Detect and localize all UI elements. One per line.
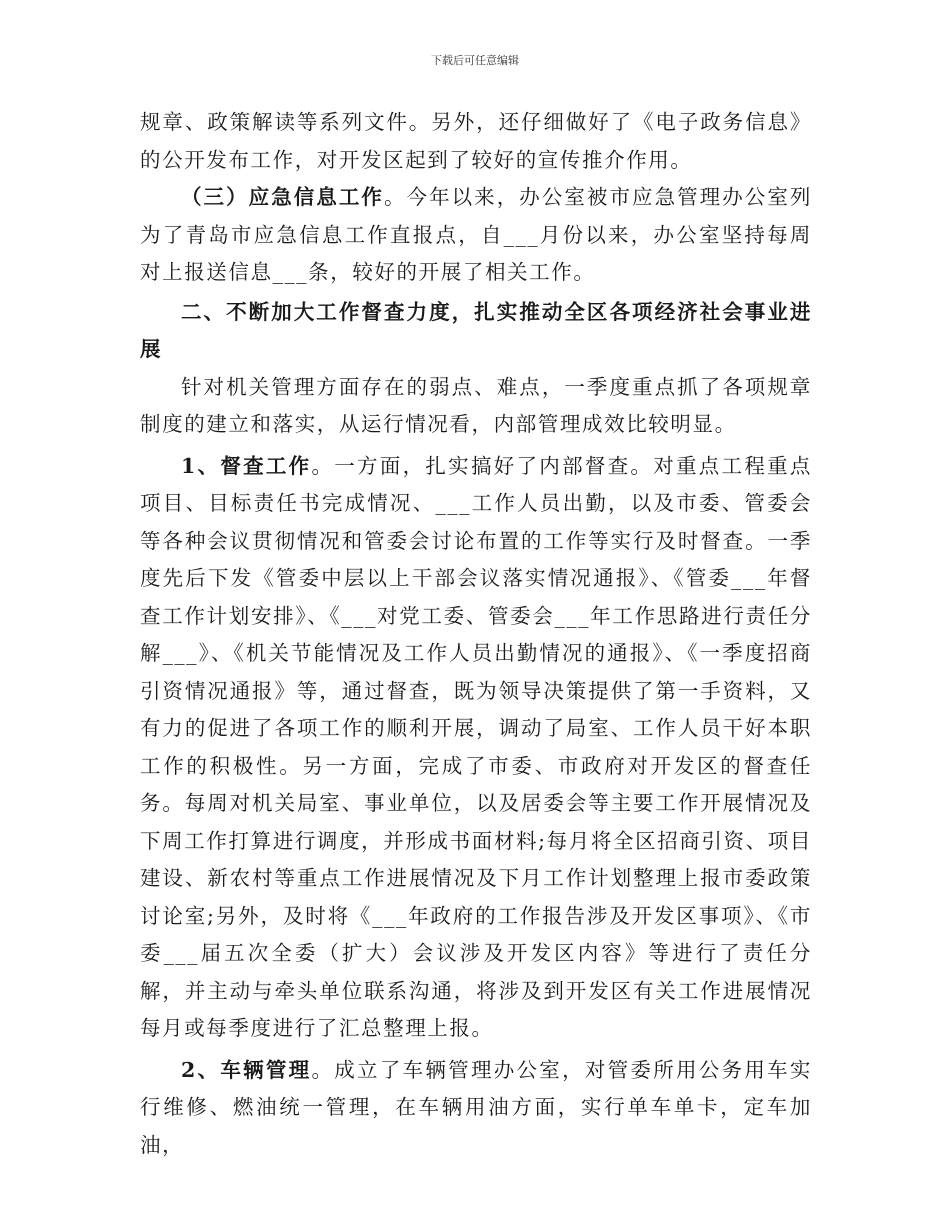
page-header: 下载后可任意编辑	[431, 54, 519, 67]
paragraph-intro	[140, 369, 812, 444]
paragraph-text: 针对机关管理方面存在的弱点、难点，一季度重点抓了各项规章制度的建立和落实，从运行情况看，内部管理成效比较明显。	[140, 374, 812, 436]
paragraph-text: 。今年以来，办公室被市应急管理办公室列为了青岛市应急信息工作直报点，自___月份以来，办公室坚持每周对上报送信息___条，较好的开展了相关工作。	[140, 185, 812, 284]
paragraph-continuation	[140, 104, 812, 179]
document-body	[140, 104, 812, 1164]
paragraph-lead: 1、督查工作	[181, 453, 312, 478]
paragraph-text: 。成立了车辆管理办公室，对管委所用公务用车实行维修、燃油统一管理，在车辆用油方面，实行单车单卡，定车加油，	[140, 1057, 812, 1157]
paragraph-vehicles	[140, 1052, 812, 1165]
paragraph-text: 。一方面，扎实搞好了内部督查。对重点工程重点项目、目标责任书完成情况、___工作人员出勤，以及市委、管委会等各种会议贯彻情况和管委会讨论布置的工作等实行及时督查。一季度先后下发《管委中层以上干部会议落实情况通报》、《管委___年督查工作计划安排》、《___对党工委、管委会___年工作思路进行责任分解___》、《机关节能情况及工作人员出勤情况的通报》、《一季度招商引资情况通报》等，通过督查，既为领导决策提供了第一手资料，又有力的促进了各项工作的顺利开展，调动了局室、工作人员干好本职工作的积极性。另一方面，完成了市委、市政府对开发区的督查任务。每周对机关局室、事业单位，以及居委会等主要工作开展情况及下周工作打算进行调度，并形成书面材料;每月将全区招商引资、项目建设、新农村等重点工作进展情况及下月工作计划整理上报市委政策讨论室;另外，及时将《___年政府的工作报告涉及开发区事项》、《市委___届五次全委（扩大）会议涉及开发区内容》等进行了责任分解，并主动与牵头单位联系沟通，将涉及到开发区有关工作进展情况每月或每季度进行了汇总整理上报。	[140, 453, 812, 1040]
paragraph-lead: 2、车辆管理	[181, 1057, 312, 1082]
section-heading	[140, 294, 812, 369]
paragraph-supervision	[140, 448, 812, 1048]
paragraph-lead: （三）应急信息工作	[181, 185, 384, 209]
paragraph-text: 规章、政策解读等系列文件。另外，还仔细做好了《电子政务信息》的公开发布工作，对开发区起到了较好的宣传推介作用。	[140, 110, 812, 172]
section-heading-text: 二、不断加大工作督查力度，扎实推动全区各项经济社会事业进展	[140, 299, 812, 361]
paragraph-emergency-info	[140, 179, 812, 292]
